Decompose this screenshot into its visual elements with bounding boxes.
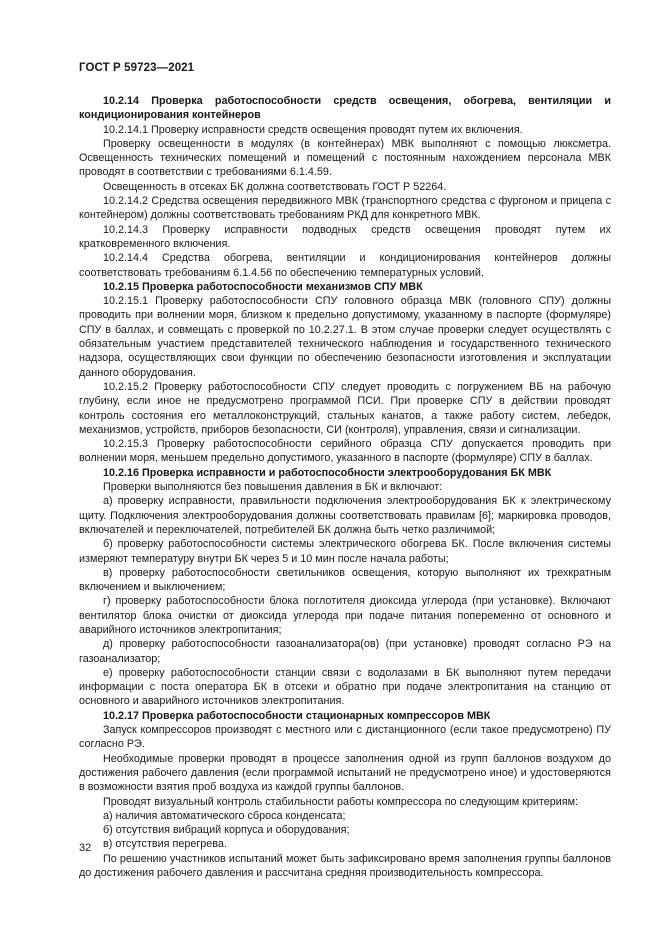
paragraph: 10.2.14.3 Проверку исправности подводных средств освещения проводят путем их кратковременного включения. [79, 223, 611, 250]
section-heading: 10.2.15 Проверка работоспособности механизмов СПУ МВК [103, 280, 423, 293]
paragraph: 10.2.15.1 Проверку работоспособности СПУ головного образца МВК (головного СПУ) должны проводить при волнении моря, близком к предельно допустимому, указанному в паспорте (формуляре) СПУ в баллах, и совмещать с проверкой по 10.2.27.1. В этом случае проверки следует осуществлять с обязательным участием представителей технического наблюдения и государственного технического надзора, осуществляющих свои функции по обеспечению безопасности изготовления и эксплуатации данного оборудования. [79, 295, 611, 379]
paragraph: е) проверку работоспособности станции связи с водолазами в БК выполняют путем передачи информации с поста оператора БК в отсеки и обратно при подаче электропитания на станцию от основного и аварийного источников электропитания. [79, 666, 611, 708]
paragraph: а) проверку исправности, правильности подключения электрооборудования БК к электрическому щиту. Подключения электрооборудования должны соответствовать правилам [6]; маркировка проводов, включателей и переключателей, потребителей БК должна быть четко различимой; [79, 495, 611, 536]
document-body [79, 94, 611, 880]
paragraph: Проверку освещенности в модулях (в контейнерах) МВК выполняют с помощью люксметра. Освещенность технических помещений и помещений с постоянным нахождением персонала МВК проводят в соответствии с требованиями 6.1.4.59. [79, 137, 611, 179]
paragraph: Необходимые проверки проводят в процессе заполнения одной из групп баллонов воздухом до достижения рабочего давления (если программой испытаний не предусмотрено иное) и удостоверяются в возможности взятия проб воздуха из каждой группы баллонов. [79, 752, 611, 794]
paragraph: в) отсутствия перегрева. [103, 838, 227, 851]
section-heading: 10.2.16 Проверка исправности и работоспособности электрооборудования БК МВК [103, 466, 552, 479]
page-number: 32 [79, 842, 92, 854]
paragraph: По решению участников испытаний может быть зафиксировано время заполнения группы баллонов до достижения рабочего давления и рассчитана средняя производительность компрессора. [79, 852, 611, 880]
paragraph: 10.2.15.3 Проверку работоспособности серийного образца СПУ допускается проводить при волнении моря, меньшем предельно допустимого, указанного в паспорте (формуляре) СПУ в баллах. [79, 438, 611, 465]
paragraph: 10.2.14.1 Проверку исправности средств освещения проводят путем их включения. [103, 123, 523, 136]
paragraph: Освещенность в отсеках БК должна соответствовать ГОСТ Р 52264. [103, 180, 447, 193]
paragraph: 10.2.14.2 Средства освещения передвижного МВК (транспортного средства с фургоном и прицепа с контейнером) должны соответствовать требованиям РКД для конкретного МВК. [79, 195, 611, 222]
paragraph: 10.2.15.2 Проверку работоспособности СПУ следует проводить с погружением ВБ на рабочую глубину, если иное не предусмотрено программой ПСИ. При проверке СПУ в действии проводят контроль состояния его металлоконструкций, стальных канатов, а также работу систем, лебедок, механизмов, устройств, приборов безопасности, СИ (контроля), управления, связи и сигнализации. [79, 380, 611, 436]
paragraph: Проверки выполняются без повышения давления в БК и включают: [103, 481, 443, 494]
paragraph: д) проверку работоспособности газоанализатора(ов) (при установке) проводят согласно РЭ на газоанализатор; [79, 638, 611, 665]
paragraph: Проводят визуальный контроль стабильности работы компрессора по следующим критериям: [103, 795, 579, 808]
section-heading: 10.2.17 Проверка работоспособности стационарных компрессоров МВК [103, 709, 491, 722]
paragraph: а) наличия автоматического сброса конденсата; [103, 809, 346, 822]
paragraph: 10.2.14.4 Средства обогрева, вентиляции и кондиционирования контейнеров должны соответствовать требованиям 6.1.4.56 по обеспечению температурных условий. [79, 252, 611, 279]
paragraph: Запуск компрессоров производят с местного или с дистанционного (если такое предусмотрено) ПУ согласно РЭ. [79, 724, 611, 751]
paragraph: г) проверку работоспособности блока поглотителя диоксида углерода (при установке). Включают вентилятор блока очистки от диоксида углерода при подаче питания попеременно от основного и аварийного источников электропитания; [79, 595, 611, 636]
paragraph: б) отсутствия вибраций корпуса и оборудования; [103, 824, 350, 837]
paragraph: в) проверку работоспособности светильников освещения, которую выполняют их трехкратным включением и выключением; [79, 566, 611, 594]
section-heading: 10.2.14 Проверка работоспособности средств освещения, обогрева, вентиляции и кондиционирования контейнеров [79, 95, 611, 122]
paragraph: б) проверку работоспособности системы электрического обогрева БК. После включения системы измеряют температуру внутри БК через 5 и 10 мин после начала работы; [79, 538, 611, 565]
document-header: ГОСТ Р 59723—2021 [79, 62, 195, 74]
